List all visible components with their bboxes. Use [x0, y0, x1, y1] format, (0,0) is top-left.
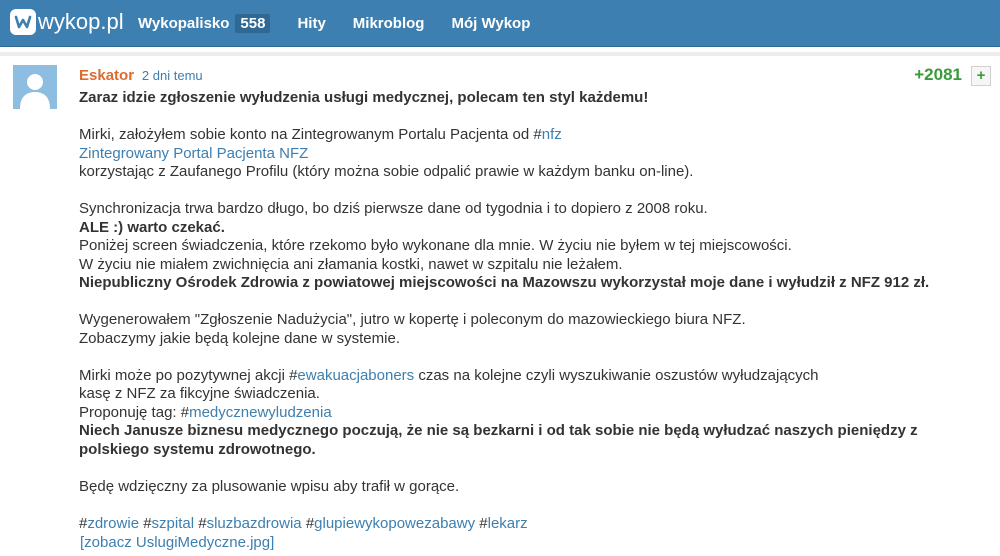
paragraph: Poniżej screen świadczenia, które rzekomo było wykonane dla mnie. W życiu nie byłem w tej miejscowości.	[79, 237, 792, 254]
tag-sluzbazdrowia[interactable]: sluzbazdrowia	[206, 514, 302, 532]
tag-list: #zdrowie #szpital #sluzbazdrowia #glupiewykopowezabawy #lekarz	[79, 514, 528, 532]
tag-szpital[interactable]: szpital	[151, 514, 195, 532]
nav-mikroblog[interactable]: Mikroblog	[352, 14, 425, 32]
vote-count: +2081	[914, 65, 962, 84]
tag-ewakuacjaboners[interactable]: ewakuacjaboners	[297, 366, 415, 384]
nav-wykopalisko[interactable]	[138, 14, 270, 33]
bold-line: Niech Janusze biznesu medycznego poczują, że nie są bezkarni i od tak sobie nie będą wyłudzać naszych pieniędzy z polskiego systemu zdrowotnego.	[79, 422, 918, 458]
content-divider	[0, 52, 1000, 56]
paragraph	[79, 145, 974, 164]
logo-text: wykop.pl	[38, 9, 124, 34]
text: Mirki może po pozytywnej akcji #	[79, 366, 298, 384]
bold-line: Niepubliczny Ośrodek Zdrowia z powiatowej miejscowości na Mazowszu wykorzystał moje dane i wyłudził z NFZ 912 zł.	[79, 274, 930, 291]
portal-link[interactable]: Zintegrowany Portal Pacjenta NFZ	[79, 144, 309, 162]
tag-medycznewyludzenia[interactable]: medycznewyludzenia	[189, 403, 332, 421]
main-nav	[138, 0, 557, 46]
paragraph	[79, 126, 974, 145]
top-navigation-bar	[0, 0, 1000, 47]
tag-nfz[interactable]: nfz	[541, 126, 562, 143]
entry-body	[79, 89, 974, 553]
bold-line: ALE :) warto czekać.	[79, 218, 225, 236]
nav-moj-wykop[interactable]: Mój Wykop	[451, 14, 531, 32]
nav-hity[interactable]: Hity	[297, 14, 326, 32]
attachment-link[interactable]: [zobacz UslugiMedyczne.jpg]	[80, 534, 275, 551]
entry-time[interactable]: 2 dni temu	[141, 68, 203, 83]
paragraph	[79, 404, 974, 423]
entry-meta	[79, 67, 203, 84]
tag-zdrowie[interactable]: zdrowie	[87, 514, 140, 532]
upvote-button[interactable]: +	[971, 66, 991, 86]
paragraph: Będę wdzięczny za plusowanie wpisu aby trafił w gorące.	[79, 477, 460, 495]
paragraph: kasę z NFZ za fikcyjne świadczenia.	[79, 385, 320, 402]
entry-headline: Zaraz idzie zgłoszenie wyłudzenia usługi medycznej, polecam ten styl każdemu!	[79, 89, 649, 106]
nav-wykopalisko-label: Wykopalisko	[138, 14, 230, 32]
paragraph: Zobaczymy jakie będą kolejne dane w systemie.	[79, 329, 400, 347]
author-name[interactable]: Eskator	[79, 67, 135, 84]
wykopalisko-count-badge: 558	[235, 14, 270, 33]
paragraph: Wygenerowałem "Zgłoszenie Nadużycia", jutro w kopertę i poleconym do mazowieckiego biura NFZ.	[79, 311, 746, 328]
paragraph: korzystając z Zaufanego Profilu (który można sobie odpalić prawie w każdym banku on-line).	[79, 163, 694, 180]
paragraph: Synchronizacja trwa bardzo długo, bo dziś pierwsze dane od tygodnia i to dopiero z 2008 roku.	[79, 200, 708, 217]
text: Proponuję tag: #	[79, 403, 190, 421]
logo[interactable]	[10, 8, 124, 36]
text: Mirki, założyłem sobie konto na Zintegrowanym Portalu Pacjenta od #	[79, 126, 542, 143]
avatar[interactable]	[13, 65, 57, 109]
wykop-logo-icon	[10, 9, 36, 35]
text: czas na kolejne czyli wyszukiwanie oszustów wyłudzających	[414, 366, 819, 384]
tag-glupiewykopowezabawy[interactable]: glupiewykopowezabawy	[314, 514, 476, 532]
attachment-row	[79, 534, 974, 553]
paragraph	[79, 367, 974, 386]
default-avatar-icon	[13, 65, 57, 109]
paragraph: W życiu nie miałem zwichnięcia ani złamania kostki, nawet w szpitalu nie leżałem.	[79, 255, 623, 273]
tag-lekarz[interactable]: lekarz	[487, 514, 528, 532]
